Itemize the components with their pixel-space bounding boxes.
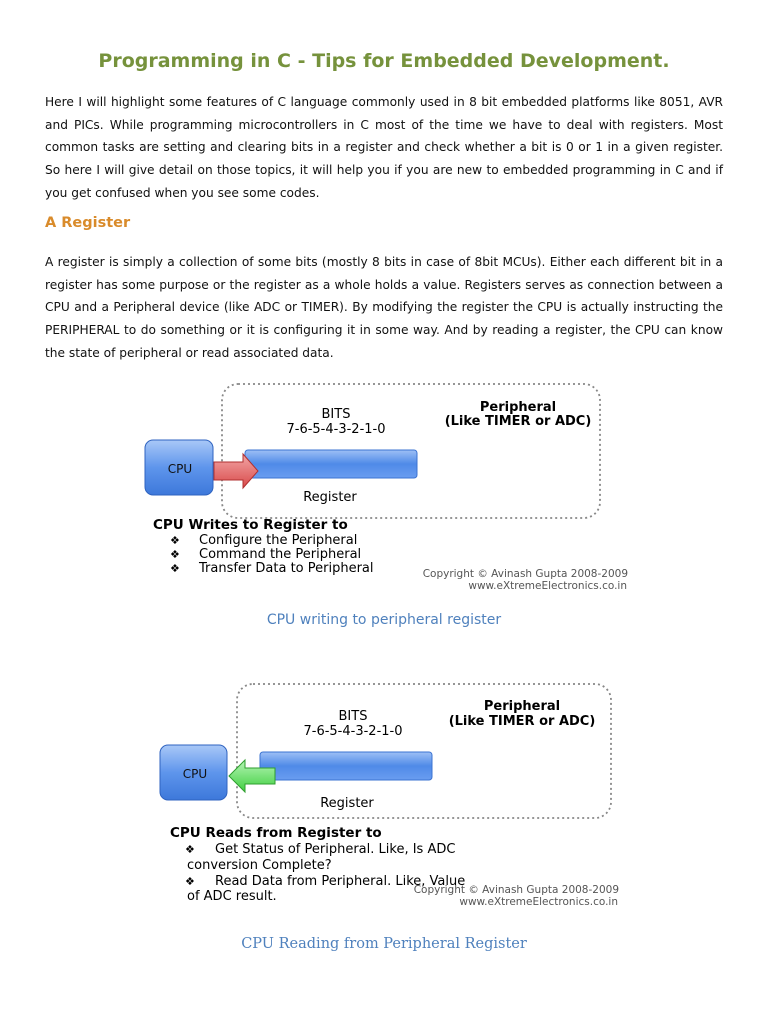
bits-label: BITS [338,709,368,724]
copyright: Copyright © Avinash Gupta 2008-2009 [413,884,619,896]
bullet-icon: ❖ [170,562,180,575]
register-bar [260,752,432,780]
bullet-icon: ❖ [170,548,180,561]
page-title: Programming in C - Tips for Embedded Development. [98,50,670,72]
website: www.eXtremeElectronics.co.in [459,896,618,908]
cpu-label: CPU [167,462,193,476]
peripheral-label: Peripheral [479,400,557,415]
register-label: Register [303,490,357,505]
write-item-1: Configure the Peripheral [199,533,358,548]
intro-paragraph: Here I will highlight some features of C language commonly used in 8 bit embedded platforms like 8051, AVR and PICs. While programming microcontrollers in C most of the time we have to deal with registers. Most common tasks are setting and clearing bits in a register and check whether a bit is 0 or 1 in a given register. So here I will give detail on those topics, it will help you if you are new to embedded programming in C and if you get confused when you see some codes. [45,95,723,200]
bits-label: BITS [321,407,351,422]
bullet-icon: ❖ [185,843,195,856]
cpu-label: CPU [182,767,208,781]
write-item-3: Transfer Data to Peripheral [199,561,374,576]
register-paragraph: A register is simply a collection of some bits (mostly 8 bits in case of 8bit MCUs). Either each different bit in a register has some purpose or the register as a whole holds a value. Registers serves as connection between a CPU and a Peripheral device (like ADC or TIMER). By modifying the register the CPU is actually instructing the PERIPHERAL to do something or it is configuring it in some way. And by reading a register, the CPU can know the state of peripheral or read associated data. [45,255,723,360]
diagram-caption-read: CPU Reading from Peripheral Register [241,936,527,952]
read-item-2-line-2: of ADC result. [187,889,277,904]
write-item-2: Command the Peripheral [199,547,362,562]
section-heading: A Register [45,215,131,231]
peripheral-label: Peripheral [483,699,561,714]
bits-order: 7-6-5-4-3-2-1-0 [303,724,403,739]
cpu-write-diagram [140,380,640,595]
read-item-1-line-2: conversion Complete? [187,858,332,873]
bullet-icon: ❖ [170,534,180,547]
register-bar [245,450,417,478]
diagram-caption-write: CPU writing to peripheral register [266,612,502,628]
website: www.eXtremeElectronics.co.in [468,580,627,592]
bits-order: 7-6-5-4-3-2-1-0 [286,422,386,437]
write-heading: CPU Writes to Register to [153,517,348,533]
register-label: Register [320,796,374,811]
peripheral-example: (Like TIMER or ADC) [444,414,592,429]
copyright: Copyright © Avinash Gupta 2008-2009 [422,568,628,580]
read-item-1-line-1: Get Status of Peripheral. Like, Is ADC [215,842,456,857]
cpu-read-diagram [155,680,625,912]
peripheral-example: (Like TIMER or ADC) [448,714,596,729]
read-heading: CPU Reads from Register to [170,825,382,841]
read-item-2-line-1: Read Data from Peripheral. Like, Value [215,874,466,889]
bullet-icon: ❖ [185,875,195,888]
